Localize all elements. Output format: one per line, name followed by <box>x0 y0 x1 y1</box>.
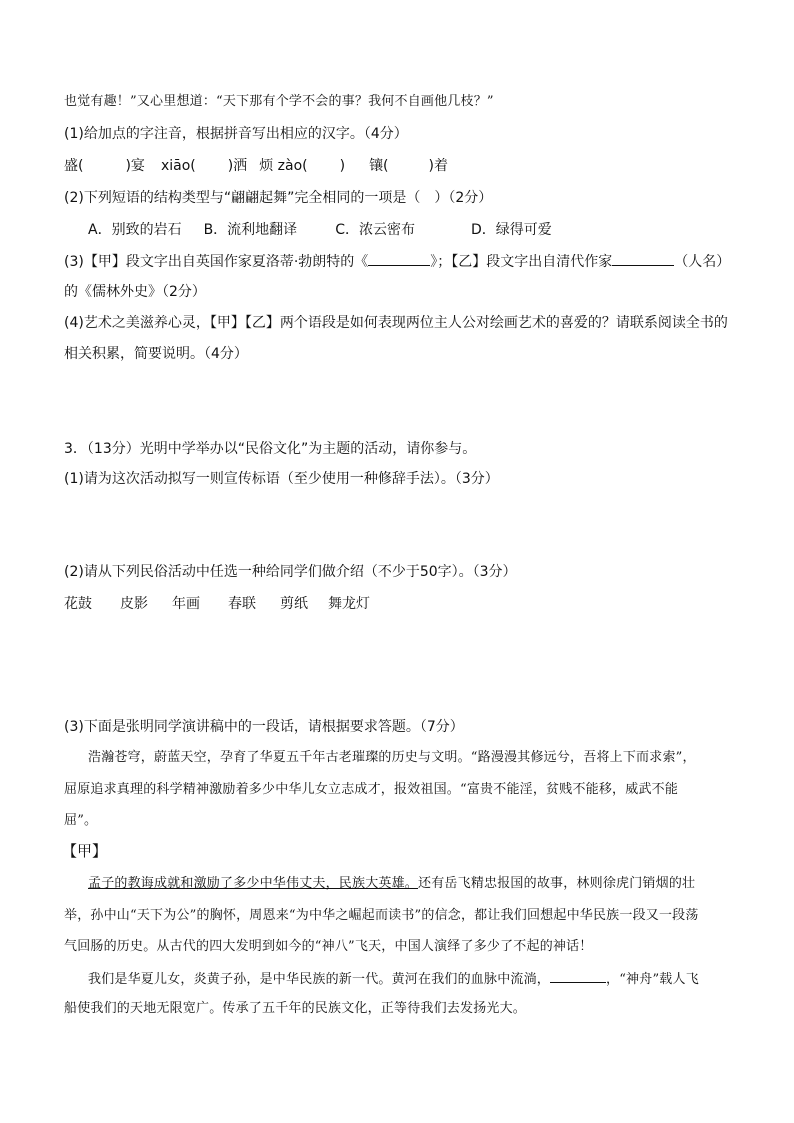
speech-p2-rest: 还有岳飞精忠报国的故事，林则徐虎门销烟的壮 <box>418 876 696 891</box>
jia-label: 【甲】 <box>62 842 108 860</box>
section3-sub2: (2)请从下列民俗活动中任选一种给同学们做介绍（不少于50字）。（3分） <box>64 564 517 580</box>
activity-item: 春联 <box>228 596 256 612</box>
q2-prompt: (2)下列短语的结构类型与“翩翩起舞”完全相同的一项是（ ）（2分） <box>64 190 493 206</box>
section3-title: 3．（13分）光明中学举办以“民俗文化”为主题的活动，请你参与。 <box>64 441 477 457</box>
q3-part3: （人名） <box>674 254 731 270</box>
speech-p3-part1: 我们是华夏儿女，炎黄子孙，是中华民族的新一代。黄河在我们的血脉中流淌， <box>88 972 551 987</box>
q1-item-4b: )着 <box>428 158 448 174</box>
q2-option-b: B．流利地翻译 <box>203 222 298 238</box>
q1-items <box>64 156 448 176</box>
section3-sub1: (1)请为这次活动拟写一则宣传标语（至少使用一种修辞手法）。（3分） <box>64 471 499 487</box>
speech-answer-blank[interactable] <box>550 968 606 983</box>
q2-option-d: D．绿得可爱 <box>470 222 552 238</box>
speech-p1-line2: 屈原追求真理的科学精神激励着多少中华儿女立志成才，报效祖国。“富贵不能淫，贫贱不能移，威武不能 <box>64 782 679 797</box>
speech-p2-line2: 举，孙中山“天下为公”的胸怀，周恩来“为中华之崛起而读书”的信念，都让我们回想起中华民族一段又一段荡 <box>64 908 699 923</box>
speech-p3-line1 <box>88 968 699 990</box>
q4-line2: 相关积累，简要说明。（4分） <box>64 346 248 362</box>
speech-p2-line1 <box>88 874 695 894</box>
speech-underlined-sentence: 孟子的教诲成就和激励了多少中华伟丈夫，民族大英雄。 <box>88 876 419 891</box>
q1-item-1b: )宴 <box>125 158 145 174</box>
q1-item-2b: )洒 <box>227 158 248 174</box>
activity-item: 皮影 <box>120 596 148 612</box>
speech-p3-line2: 船使我们的天地无限宽广。传承了五千年的民族文化，正等待我们去发扬光大。 <box>64 1001 527 1016</box>
q3-line2: 的《儒林外史》（2分） <box>64 284 206 300</box>
q1-item-4a: 镶( <box>369 158 389 174</box>
q2-option-c: C．浓云密布 <box>335 222 415 238</box>
top-quote-line: 也觉有趣！”又心里想道：“天下那有个学不会的事？我何不自画他几枝？” <box>64 94 494 109</box>
q1-prompt: (1)给加点的字注音，根据拼音写出相应的汉字。（4分） <box>64 126 408 142</box>
q3-part1: (3)【甲】段文字出自英国作家夏洛蒂·勃朗特的《 <box>64 254 369 270</box>
activity-item: 花鼓 <box>64 596 92 612</box>
q1-item-2a: xiāo( <box>160 158 196 174</box>
activities-list <box>64 594 370 614</box>
section3-sub3: (3)下面是张明同学演讲稿中的一段话，请根据要求答题。（7分） <box>64 719 464 735</box>
activity-item: 舞龙灯 <box>328 596 370 612</box>
q1-item-1a: 盛( <box>64 158 84 174</box>
q3-part2: 》；【乙】段文字出自清代作家 <box>430 254 613 270</box>
q1-item-3b: ) <box>339 158 346 174</box>
q4-line1: (4)艺术之美滋养心灵，【甲】【乙】两个语段是如何表现两位主人公对绘画艺术的喜爱的？请联系阅读全书的 <box>64 315 728 331</box>
speech-p3-part2: ，“神舟”载人飞 <box>606 972 699 987</box>
speech-p1-line1: 浩瀚苍穹，蔚蓝天空，孕育了华夏五千年古老璀璨的历史与文明。“路漫漫其修远兮，吾将上下而求索”， <box>88 750 696 765</box>
speech-p1-line3: 屈”。 <box>64 813 98 828</box>
q2-options <box>88 220 552 240</box>
q3-book-blank[interactable] <box>368 251 430 266</box>
speech-p2-line3: 气回肠的历史。从古代的四大发明到如今的“神八”飞天，中国人演绎了多少了不起的神话！ <box>64 939 593 954</box>
q3-author-blank[interactable] <box>612 251 674 266</box>
activity-item: 年画 <box>172 596 200 612</box>
q2-option-a: A．别致的岩石 <box>88 222 182 238</box>
q3-line1 <box>64 251 730 272</box>
q1-item-3a: 烦 zào( <box>259 158 308 174</box>
activity-item: 剪纸 <box>280 596 308 612</box>
